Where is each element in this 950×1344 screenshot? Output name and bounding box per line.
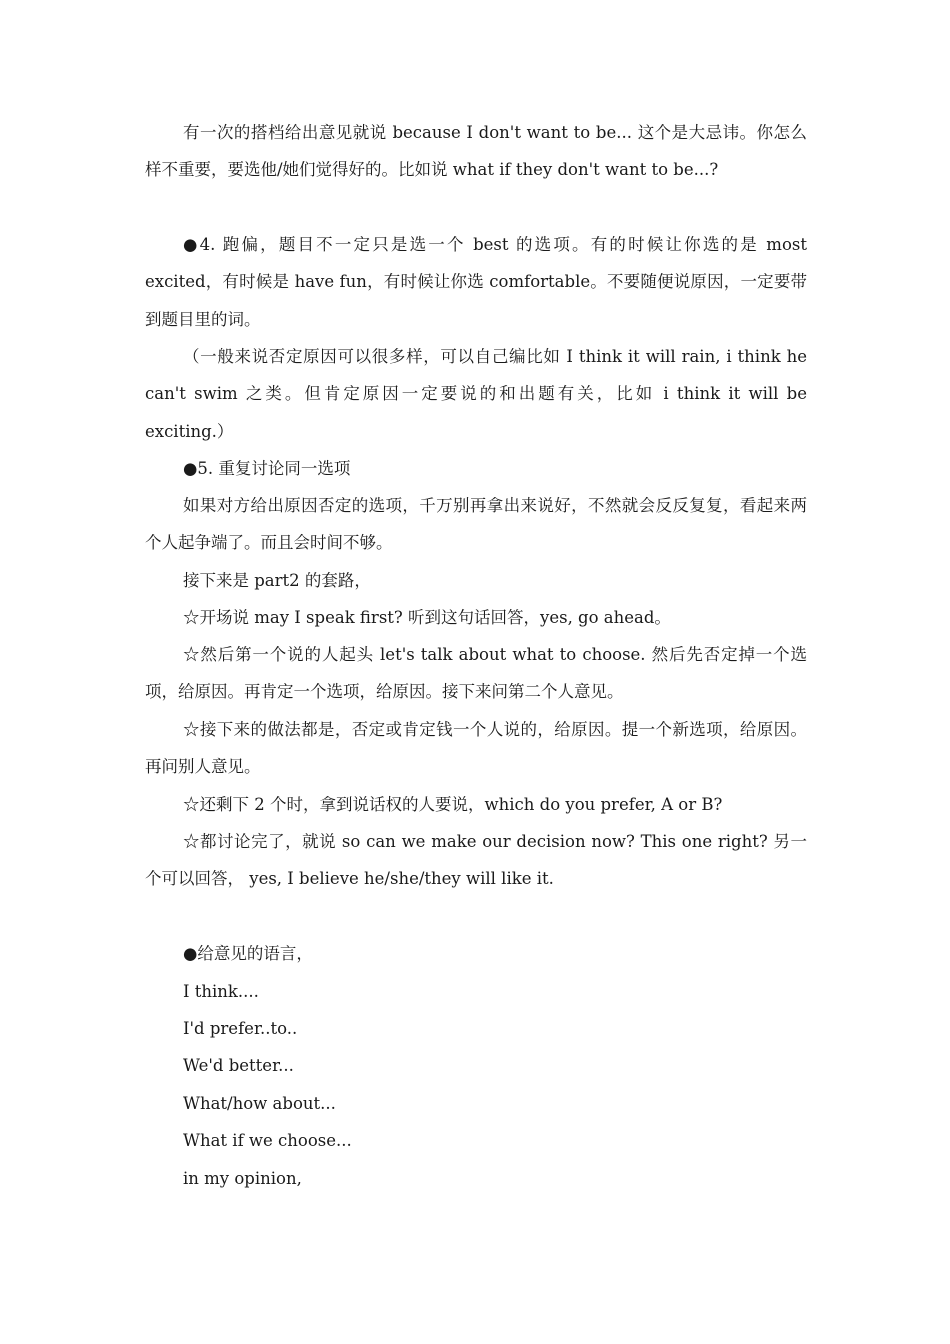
paragraph-point-5: ●5. 重复讨论同一选项 xyxy=(183,459,351,478)
opinion-section-heading: ●给意见的语言， xyxy=(183,944,313,963)
opinion-phrase: in my opinion, xyxy=(183,1169,302,1188)
paragraph-taboo: 有一次的搭档给出意见就说 because I don't want to be... 这个是大忌讳。你怎么样不重要，要选他/她们觉得好的。比如说 what if they don't want to be...? xyxy=(145,123,807,180)
opinion-phrase: What if we choose... xyxy=(183,1131,352,1150)
paragraph-first-speaker: ☆然后第一个说的人起头 let's talk about what to choose. 然后先否定掉一个选项，给原因。再肯定一个选项，给原因。接下来问第二个人意见。 xyxy=(145,645,807,702)
opinion-phrase: I think.... xyxy=(183,982,259,1001)
paragraph-following-method: ☆接下来的做法都是，否定或肯定钱一个人说的，给原因。提一个新选项，给原因。再问别人意见。 xyxy=(145,720,807,777)
paragraph-decision: ☆都讨论完了，就说 so can we make our decision now? This one right? 另一个可以回答， yes, I believe he/she/they will like it. xyxy=(145,832,807,889)
opinion-phrase: I'd prefer..to.. xyxy=(183,1019,298,1038)
paragraph-reasons-note: （一般来说否定原因可以很多样，可以自己编比如 I think it will rain, i think he can't swim 之类。但肯定原因一定要说的和出题有关，比如 i think it will be exciting.） xyxy=(145,347,807,441)
paragraph-point-4: ●4. 跑偏，题目不一定只是选一个 best 的选项。有的时候让你选的是 most excited，有时候是 have fun，有时候让你选 comfortable。不要随便说原因，一定要带到题目里的词。 xyxy=(145,235,807,329)
opinion-phrase: What/how about... xyxy=(183,1094,336,1113)
opinion-phrase: We'd better... xyxy=(183,1056,294,1075)
paragraph-two-left: ☆还剩下 2 个时，拿到说话权的人要说，which do you prefer, A or B? xyxy=(183,795,723,814)
paragraph-repeat-advice: 如果对方给出原因否定的选项，千万别再拿出来说好，不然就会反反复复，看起来两个人起争端了。而且会时间不够。 xyxy=(145,496,807,553)
paragraph-opening: ☆开场说 may I speak first? 听到这句话回答，yes, go ahead。 xyxy=(183,608,671,627)
paragraph-part2-intro: 接下来是 part2 的套路， xyxy=(183,571,371,590)
